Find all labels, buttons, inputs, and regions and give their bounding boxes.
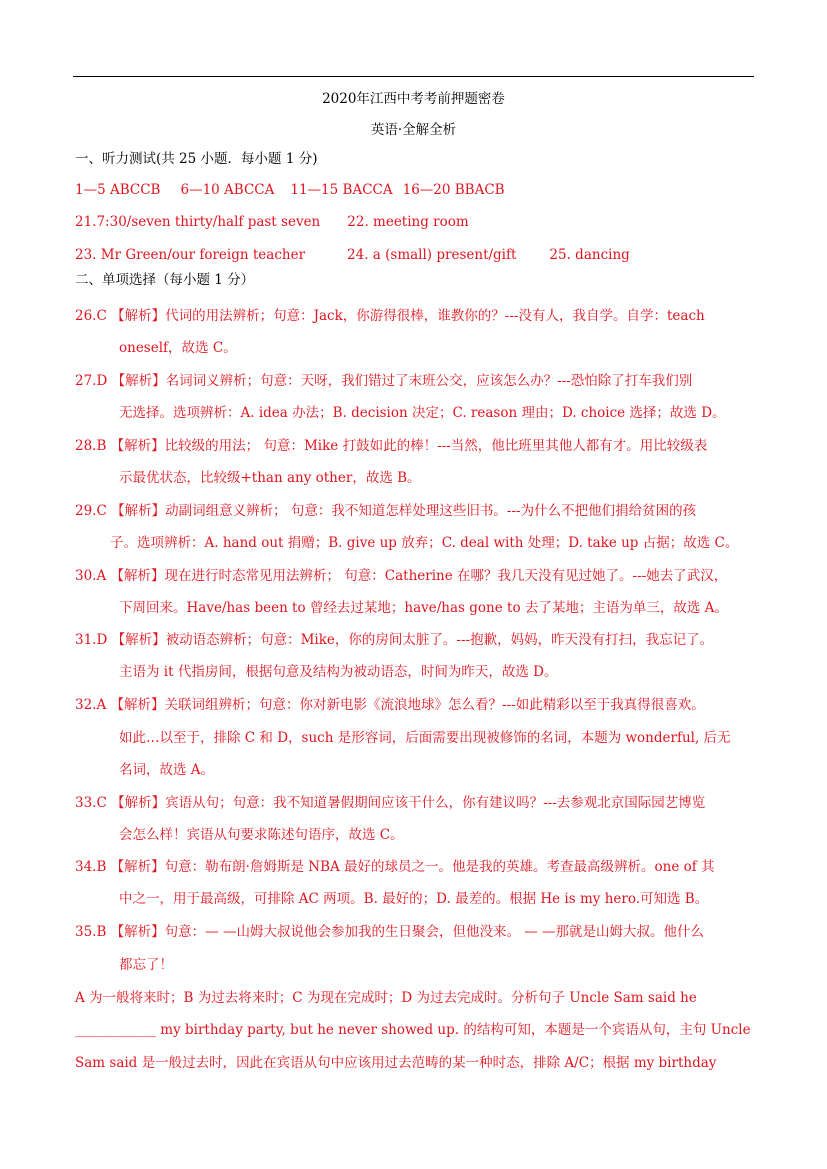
explanation-line: 30.A 【解析】现在进行时态常见用法辨析； 句意：Catherine 在哪？我几天没有见过她了。---她去了武汉， — [75, 568, 728, 584]
explanation-line: 34.B 【解析】句意：勒布朗·詹姆斯是 NBA 最好的球员之一。他是我的英雄。考查最高级辨析。one of 其 — [75, 859, 715, 875]
explanation-line: 子。选项辨析：A. hand out 捐赠；B. give up 放弃；C. deal with 处理；D. take up 占据；故选 C。 — [110, 535, 739, 551]
explanation-line: 如此…以至于，排除 C 和 D，such 是形容词，后面需要出现被修饰的名词，本题为 wonderful, 后无 — [119, 730, 731, 746]
page-title: 2020年江西中考考前押题密卷 — [322, 91, 505, 107]
listening-answers-row — [75, 181, 505, 199]
section-heading-listening: 一、听力测试(共 25 小题．每小题 1 分) — [75, 151, 318, 167]
explanation-line: oneself，故选 C。 — [119, 340, 237, 356]
explanation-line: 32.A 【解析】关联词组辨析；句意：你对新电影《流浪地球》怎么看？---如此精彩以至于我真得很喜欢。 — [75, 697, 705, 713]
explanation-line: ____________ my birthday party, but he never showed up. 的结构可知，本题是一个宾语从句，主句 Uncle — [75, 1022, 751, 1038]
answer-group: 6—10 ABCCA — [180, 182, 275, 198]
section-heading-choice: 二、单项选择（每小题 1 分） — [75, 272, 255, 288]
explanation-line: 28.B 【解析】比较级的用法； 句意：Mike 打鼓如此的棒！---当然，他比班里其他人都有才。用比较级表 — [75, 438, 708, 454]
explanation-line: 33.C 【解析】宾语从句；句意：我不知道暑假期间应该干什么，你有建议吗？---去参观北京国际园艺博览 — [75, 795, 706, 811]
answer-group: 1—5 ABCCB — [75, 182, 161, 198]
listening-fill-row — [75, 213, 469, 231]
explanation-line: 27.D 【解析】名词词义辨析；句意：天呀，我们错过了末班公交，应该怎么办？---恐怕除了打车我们别 — [75, 373, 693, 389]
explanation-line: 29.C 【解析】动副词组意义辨析； 句意：我不知道怎样处理这些旧书。---为什么不把他们捐给贫困的孩 — [75, 503, 697, 519]
answer-group: 16—20 BBACB — [402, 182, 505, 198]
answer-group: 11—15 BACCA — [290, 182, 393, 198]
explanation-line: 主语为 it 代指房间，根据句意及结构为被动语态，时间为昨天，故选 D。 — [119, 664, 558, 680]
explanation-line: 无选择。选项辨析：A. idea 办法；B. decision 决定；C. reason 理由；D. choice 选择；故选 D。 — [119, 405, 726, 421]
listening-fill-row — [75, 246, 630, 264]
fill-answer: 22. meeting room — [347, 214, 469, 230]
fill-answer: 25. dancing — [549, 247, 630, 263]
explanation-line: 26.C 【解析】代词的用法辨析；句意：Jack，你游得很棒，谁教你的？---没有人，我自学。自学：teach — [75, 308, 705, 324]
fill-answer: 24. a (small) present/gift — [347, 247, 517, 263]
page-subtitle: 英语·全解全析 — [370, 122, 457, 138]
explanation-line: 都忘了！ — [119, 957, 173, 973]
explanation-line: 中之一，用于最高级，可排除 AC 两项。B. 最好的；D. 最差的。根据 He is my hero.可知选 B。 — [119, 891, 709, 907]
explanation-line: 名词，故选 A。 — [119, 762, 215, 778]
explanation-line: 35.B 【解析】句意：— —山姆大叔说他会参加我的生日聚会，但他没来。 — —那就是山姆大叔。他什么 — [75, 924, 705, 940]
explanation-line: 下周回来。Have/has been to 曾经去过某地；have/has gone to 去了某地；主语为单三，故选 A。 — [119, 600, 728, 616]
explanation-line: 会怎么样！宾语从句要求陈述句语序，故选 C。 — [119, 827, 404, 843]
explanation-line: Sam said 是一般过去时，因此在宾语从句中应该用过去范畴的某一种时态，排除 A/C；根据 my birthday — [75, 1055, 717, 1071]
explanation-line: 31.D 【解析】被动语态辨析；句意：Mike，你的房间太脏了。---抱歉，妈妈，昨天没有打扫，我忘记了。 — [75, 632, 714, 648]
fill-answer: 21.7:30/seven thirty/half past seven — [75, 214, 321, 230]
explanation-line: 示最优状态，比较级+than any other，故选 B。 — [119, 470, 421, 486]
fill-answer: 23. Mr Green/our foreign teacher — [75, 247, 306, 263]
explanation-line: A 为一般将来时；B 为过去将来时；C 为现在完成时；D 为过去完成时。分析句子 Uncle Sam said he — [75, 990, 697, 1006]
header-rule — [73, 76, 754, 77]
